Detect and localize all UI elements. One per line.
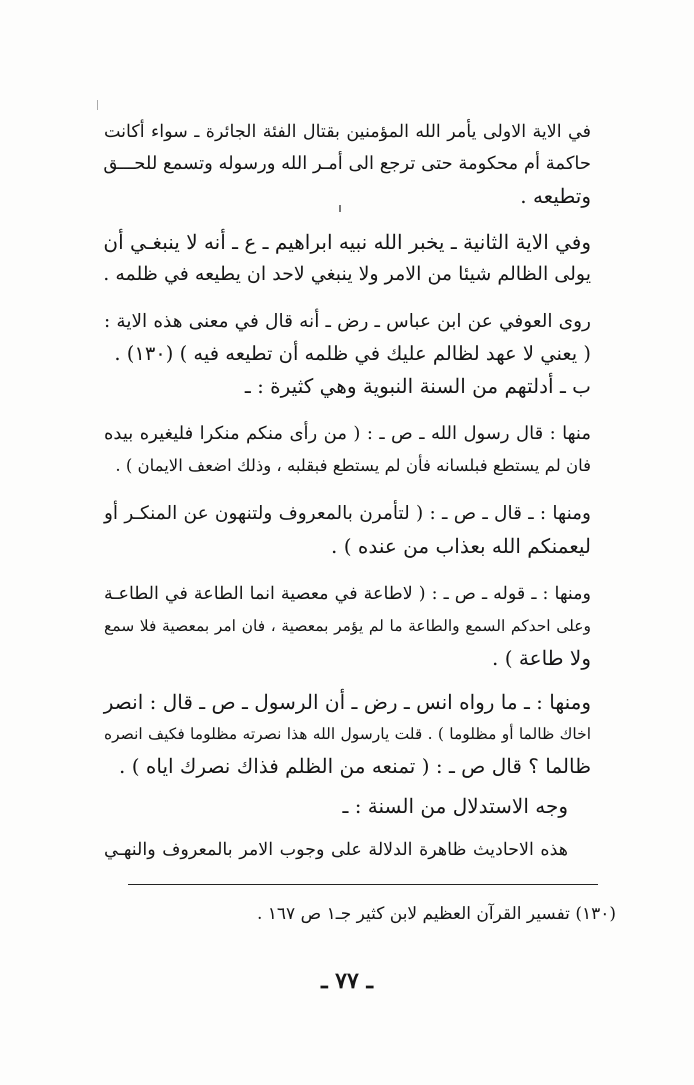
text-line: روى العوفي عن ابن عباس ـ رض ـ أنه قال في معنى هذه الاية : — [104, 311, 591, 332]
text-line: ( يعني لا عهد لظالم عليك في ظلمه أن تطيعه فيه ) (١٣٠) . — [114, 342, 591, 365]
text-line: حاكمة أم محكومة حتى ترجع الى أمـر الله ورسوله وتسمع للحـــق — [103, 153, 591, 174]
text-line: وتطيعه . — [520, 184, 591, 208]
text-line: هذه الاحاديث ظاهرة الدلالة على وجوب الامر بالمعروف والنهـي — [104, 840, 568, 860]
text-line: ومنها : ـ قوله ـ ص ـ : ( لاطاعة في معصية انما الطاعة في الطاعـة — [104, 584, 591, 604]
scan-speck — [97, 100, 98, 110]
text-line: في الاية الاولى يأمر الله المؤمنين بقتال الفئة الجائرة ـ سواء أكانت — [104, 122, 591, 142]
text-line: فان لم يستطع فبلسانه فأن لم يستطع فبقلبه ، وذلك اضعف الايمان ) . — [115, 456, 591, 475]
text-line: ومنها : ـ قال ـ ص ـ : ( لتأمرن بالمعروف ولتنهون عن المنكـر أو — [104, 503, 591, 524]
text-line: اخاك ظالما أو مظلوما ) . قلت يارسول الله هذا نصرته مظلوما فكيف انصره — [104, 725, 591, 743]
text-line: ليعمنكم الله بعذاب من عنده ) . — [330, 534, 591, 558]
page-number: ـ ٧٧ ـ — [321, 968, 373, 994]
footnote-divider — [128, 884, 598, 885]
text-line: ولا طاعة ) . — [492, 646, 591, 670]
text-line: وفي الاية الثانية ـ يخبر الله نبيه ابراهيم ـ ع ـ أنه لا ينبغـي أن — [103, 230, 591, 254]
text-line: وعلى احدكم السمع والطاعة ما لم يؤمر بمعصية ، فان امر بمعصية فلا سمع — [104, 617, 591, 635]
text-line: ب ـ أدلتهم من السنة النبوية وهي كثيرة : ـ — [244, 374, 591, 398]
footnote: (١٣٠) تفسير القرآن العظيم لابن كثير جـ١ ص ١٦٧ . — [256, 904, 616, 924]
text-line: منها : قال رسول الله ـ ص ـ : ( من رأى منكم منكرا فليغيره بيده — [104, 423, 591, 444]
text-line: ظالما ؟ قال ص ـ : ( تمنعه من الظلم فذاك نصرك اياه ) . — [119, 754, 591, 778]
section-heading: وجه الاستدلال من السنة : ـ — [342, 794, 568, 818]
scan-speck — [339, 205, 341, 212]
text-line: يولى الظالم شيئا من الامر ولا ينبغي لاحد ان يطيعه في ظلمه . — [103, 263, 591, 285]
text-line: ومنها : ـ ما رواه انس ـ رض ـ أن الرسول ـ ص ـ قال : انصر — [103, 690, 591, 714]
